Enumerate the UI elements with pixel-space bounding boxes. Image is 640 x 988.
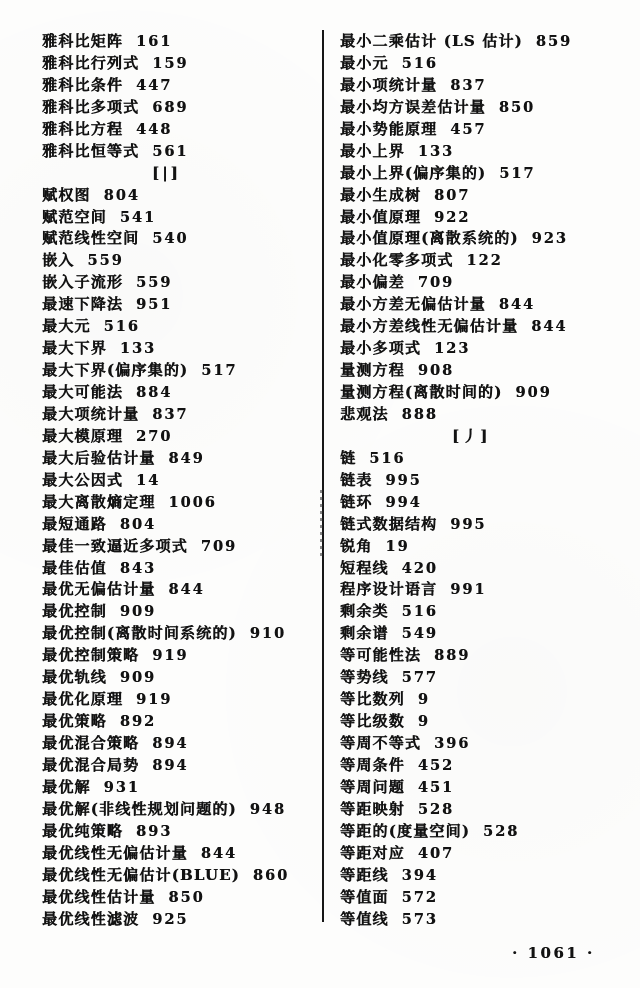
index-entry-row: [42, 426, 322, 448]
index-term: 最小项统计量: [340, 75, 438, 94]
index-entry-row: [340, 777, 635, 799]
page-number: · 1061 ·: [512, 944, 595, 962]
index-entry-row: [340, 207, 635, 229]
radical-section-header: [丿]: [452, 426, 491, 445]
index-entry-row: [340, 404, 635, 426]
index-term: 最优线性无偏估计量: [42, 843, 188, 862]
index-page-number: 407: [417, 844, 455, 862]
index-entry-row: [340, 448, 635, 470]
index-entry-row: [340, 228, 635, 250]
index-entry-row: [340, 579, 635, 601]
index-entry-row: [340, 689, 635, 711]
index-page-number: 457: [450, 120, 487, 138]
index-entry-row: [340, 163, 635, 185]
index-entry-row: [42, 514, 322, 536]
index-term: 最大下界: [42, 339, 107, 358]
index-term: 等可能性法: [340, 646, 422, 665]
index-page-number: 995: [450, 515, 487, 533]
index-page-number: 951: [136, 296, 173, 314]
index-entry-row: [340, 360, 635, 382]
index-entry-row: [42, 207, 322, 229]
index-page-number: 931: [103, 778, 140, 796]
index-entry-row: [340, 558, 635, 580]
index-entry-row: [42, 470, 322, 492]
index-entry-row: [340, 799, 635, 821]
index-entry-row: [42, 75, 322, 97]
index-entry-row: [42, 404, 322, 426]
index-term: 赋范空间: [42, 207, 107, 226]
index-entry-row: [340, 821, 635, 843]
index-page-number: 572: [401, 888, 438, 906]
index-page-number: 892: [119, 713, 157, 731]
index-page-number: 923: [531, 230, 568, 248]
index-term: 剩余谱: [340, 624, 389, 643]
index-term: 赋范线性空间: [42, 229, 140, 248]
index-page-number: 910: [249, 625, 287, 643]
index-entry-row: [42, 228, 322, 250]
index-term: 等周条件: [340, 755, 405, 774]
index-entry-row: [42, 843, 322, 865]
index-entry-row: [42, 31, 322, 53]
index-page-number: 991: [450, 581, 487, 599]
index-entry-row: [42, 338, 322, 360]
index-entry-row: [340, 733, 635, 755]
index-entry-row: [42, 887, 322, 909]
index-entry-row: [340, 536, 635, 558]
index-term: 最小生成树: [340, 185, 422, 204]
index-term: 链式数据结构: [340, 514, 438, 533]
index-term: 最优线性滤波: [42, 909, 140, 928]
index-entry-row: [42, 755, 322, 777]
index-term: 最小多项式: [340, 339, 422, 358]
index-entry-row: [42, 97, 322, 119]
index-page-number: 849: [168, 449, 205, 467]
index-term: 等周问题: [340, 777, 405, 796]
index-term: 链: [340, 448, 357, 467]
index-page-number: 844: [200, 844, 238, 862]
index-term: 最优混合策略: [42, 734, 140, 752]
index-term: 最佳估值: [42, 558, 107, 577]
index-page-number: 561: [152, 142, 189, 160]
index-page-number: 804: [119, 515, 157, 533]
index-term: 最小值原理(离散系统的): [340, 229, 519, 248]
index-term: 雅科比恒等式: [42, 141, 140, 160]
index-page-number: 894: [152, 735, 189, 752]
index-entry-row: [42, 360, 322, 382]
index-page-number: 860: [252, 866, 290, 884]
index-entry-row: [340, 623, 635, 645]
index-entry-row: [340, 601, 635, 623]
index-term: 雅科比行列式: [42, 53, 140, 72]
index-entry-row: [42, 821, 322, 843]
index-page-number: 893: [136, 822, 173, 840]
index-page-number: 837: [450, 76, 487, 94]
index-term: 最小方差线性无偏估计量: [340, 317, 519, 336]
index-term: 最速下降法: [42, 295, 124, 314]
index-term: 悲观法: [340, 404, 389, 423]
index-entry-row: [42, 272, 322, 294]
index-page-number: 894: [152, 756, 189, 774]
index-entry-row: [340, 141, 635, 163]
index-term: 雅科比多项式: [42, 97, 140, 116]
index-term: 最大模原理: [42, 426, 124, 445]
index-term: 最小二乘估计 (LS 估计): [340, 32, 523, 50]
index-entry-row: [42, 799, 322, 821]
index-page-number: 161: [136, 33, 173, 50]
index-page-number: 919: [136, 691, 173, 709]
index-page-number: 420: [401, 559, 438, 577]
index-entry-row: [340, 470, 635, 492]
index-term: 短程线: [340, 558, 389, 577]
index-page-number: 844: [531, 318, 568, 336]
index-page-number: 9: [417, 713, 430, 731]
index-term: 最小偏差: [340, 273, 405, 292]
index-entry-row: [340, 119, 635, 141]
index-entry-row: [340, 250, 635, 272]
index-page-number: 922: [434, 208, 471, 226]
index-page-number: 14: [136, 471, 161, 489]
index-term: 最优解: [42, 777, 91, 796]
index-page-number: 517: [499, 164, 536, 182]
index-term: 等距线: [340, 865, 389, 884]
index-page-number: 843: [119, 559, 157, 577]
index-term: 最小上界: [340, 141, 405, 160]
index-page-number: 689: [152, 98, 189, 116]
index-page-number: 394: [401, 866, 438, 884]
index-entry-row: [42, 909, 322, 931]
index-term: 嵌入子流形: [42, 273, 124, 292]
index-term: 最小值原理: [340, 207, 422, 226]
index-page-number: 540: [152, 230, 189, 248]
index-entry-row: [42, 865, 322, 887]
index-page-number: 573: [401, 910, 438, 928]
index-page-number: 541: [119, 208, 157, 226]
index-page-number: 807: [434, 186, 471, 204]
index-entry-row: [42, 689, 322, 711]
index-entry-row: [340, 645, 635, 667]
index-term: 等周不等式: [340, 734, 422, 752]
index-term: 最优化原理: [42, 690, 124, 709]
index-entry-row: [340, 492, 635, 514]
index-term: 最小均方误差估计量: [340, 97, 486, 116]
radical-section-header: [|]: [152, 163, 181, 182]
index-page-number: 448: [136, 120, 173, 138]
index-term: 最小势能原理: [340, 119, 438, 138]
index-entry-row: [340, 53, 635, 75]
index-entry-row: [340, 711, 635, 733]
index-term: 等比数列: [340, 690, 405, 709]
index-page-number: 516: [401, 603, 438, 621]
index-entry-row: [340, 75, 635, 97]
index-entry-row: [340, 316, 635, 338]
index-entry-row: [340, 865, 635, 887]
index-term: 最小方差无偏估计量: [340, 295, 486, 314]
index-term: 最小上界(偏序集的): [340, 163, 487, 182]
index-term: 雅科比方程: [42, 119, 124, 138]
index-entry-row: [340, 382, 635, 404]
index-term: 等势线: [340, 668, 389, 687]
index-term: 雅科比条件: [42, 75, 124, 94]
index-entry-row: [340, 294, 635, 316]
index-entry-row: [42, 119, 322, 141]
index-page-number: 909: [515, 384, 552, 401]
index-page-number: 528: [483, 822, 520, 840]
index-page-number: 850: [168, 888, 205, 906]
index-page-number: 837: [152, 405, 189, 423]
index-page-number: 908: [417, 362, 455, 380]
index-entry-row: [42, 601, 322, 623]
index-term: 嵌入: [42, 251, 75, 270]
index-page-number: 447: [136, 76, 173, 94]
index-entry-row: [340, 185, 635, 207]
index-column-right: [340, 31, 635, 930]
index-page-number: 844: [168, 581, 205, 599]
index-entry-row: [340, 97, 635, 119]
index-entry-row: [340, 272, 635, 294]
index-page-number: 133: [119, 340, 157, 358]
index-page-number: 123: [434, 340, 471, 358]
index-page-number: 995: [385, 471, 422, 489]
index-page-number: 133: [417, 142, 455, 160]
index-page-number: 709: [200, 537, 238, 555]
index-page-number: 889: [434, 647, 471, 665]
index-term: 最大公因式: [42, 470, 124, 489]
index-page-number: 804: [103, 186, 140, 204]
index-page-number: 948: [249, 800, 287, 818]
index-term: 最优策略: [42, 712, 107, 731]
index-page-number: 709: [417, 274, 455, 292]
index-page-number: 122: [466, 252, 503, 270]
index-term: 程序设计语言: [340, 580, 438, 599]
index-entry-row: [42, 185, 322, 207]
index-page-number: 844: [498, 296, 536, 314]
index-term: 等比级数: [340, 712, 405, 731]
index-entry-row: [42, 623, 322, 645]
index-page-number: 1006: [168, 493, 217, 511]
index-term: 最优混合局势: [42, 755, 140, 774]
index-entry-row: [42, 294, 322, 316]
index-page-number: 850: [498, 98, 536, 116]
index-term: 剩余类: [340, 602, 389, 621]
index-entry-row: [42, 777, 322, 799]
index-entry-row: [340, 514, 635, 536]
index-term: 最优控制: [42, 602, 107, 621]
index-page-number: 859: [535, 33, 573, 50]
index-column-left: [42, 31, 322, 930]
index-term: 最佳一致逼近多项式: [42, 536, 188, 555]
index-term: 等值面: [340, 887, 389, 906]
index-entry-row: [42, 579, 322, 601]
index-entry-row: [340, 31, 635, 53]
index-term: 最优控制策略: [42, 646, 140, 665]
index-entry-row: [340, 909, 635, 931]
index-page-number: 925: [152, 910, 189, 928]
index-term: 最优纯策略: [42, 821, 124, 840]
index-term: 最优线性估计量: [42, 887, 156, 906]
index-page-number: 270: [136, 427, 173, 445]
index-entry-row: [340, 667, 635, 689]
index-page-number: 994: [385, 493, 422, 511]
index-term: 等距对应: [340, 843, 405, 862]
index-page-number: 451: [417, 778, 455, 796]
index-term: 最短通路: [42, 514, 107, 533]
index-term: 链表: [340, 470, 373, 489]
index-entry-row: [340, 755, 635, 777]
index-page-number: 528: [417, 800, 455, 818]
index-page-number: 559: [87, 252, 124, 270]
index-page-number: 452: [417, 756, 455, 774]
index-term: 最大离散熵定理: [42, 492, 156, 511]
index-page-number: 516: [369, 449, 406, 467]
index-term: 最大元: [42, 317, 91, 336]
index-page-number: 516: [401, 54, 438, 72]
index-term: 最大可能法: [42, 383, 124, 401]
index-entry-row: [42, 536, 322, 558]
index-page-number: 396: [434, 735, 471, 752]
index-term: 雅科比矩阵: [42, 32, 124, 50]
index-entry-row: [42, 53, 322, 75]
index-page-number: 884: [136, 384, 173, 401]
index-term: 最优无偏估计量: [42, 580, 156, 599]
index-entry-row: [42, 141, 322, 163]
index-entry-row: [42, 250, 322, 272]
index-term: 等距映射: [340, 799, 405, 818]
index-entry-row: [42, 667, 322, 689]
index-term: 链环: [340, 492, 373, 511]
index-page-number: 909: [119, 603, 157, 621]
index-term: 最大后验估计量: [42, 448, 156, 467]
index-term: 赋权图: [42, 185, 91, 204]
index-entry-row: [340, 843, 635, 865]
index-entry-row: [340, 887, 635, 909]
index-page-number: 9: [417, 691, 430, 709]
index-page-number: 517: [201, 362, 238, 380]
index-page-number: 559: [136, 274, 173, 292]
index-entry-row: [340, 338, 635, 360]
index-term: 最优线性无偏估计(BLUE): [42, 865, 240, 884]
index-entry-row: [42, 558, 322, 580]
index-term: 最优轨线: [42, 668, 107, 687]
index-page-number: 516: [103, 318, 140, 336]
index-term: 最优控制(离散时间系统的): [42, 624, 237, 643]
index-term: 最大下界(偏序集的): [42, 361, 189, 380]
index-page-number: 888: [401, 405, 438, 423]
index-page-number: 919: [152, 647, 189, 665]
index-term: 量测方程(离散时间的): [340, 383, 503, 401]
index-term: 最小元: [340, 53, 389, 72]
index-entry-row: [42, 733, 322, 755]
index-page-number: 909: [119, 669, 157, 687]
index-page-number: 577: [401, 669, 438, 687]
index-term: 最大项统计量: [42, 404, 140, 423]
index-entry-row: [42, 645, 322, 667]
index-entry-row: [42, 711, 322, 733]
index-entry-row: [42, 448, 322, 470]
index-entry-row: [42, 316, 322, 338]
index-term: 等值线: [340, 909, 389, 928]
index-term: 量测方程: [340, 361, 405, 380]
index-entry-row: [42, 382, 322, 404]
column-divider-rule: [322, 30, 324, 922]
index-term: 等距的(度量空间): [340, 821, 470, 840]
index-page-number: 549: [401, 625, 438, 643]
index-term: 锐角: [340, 536, 373, 555]
index-term: 最优解(非线性规划问题的): [42, 799, 237, 818]
index-entry-row: [42, 492, 322, 514]
index-term: 最小化零多项式: [340, 251, 454, 270]
index-page-number: 159: [152, 54, 189, 72]
index-page-number: 19: [385, 537, 410, 555]
